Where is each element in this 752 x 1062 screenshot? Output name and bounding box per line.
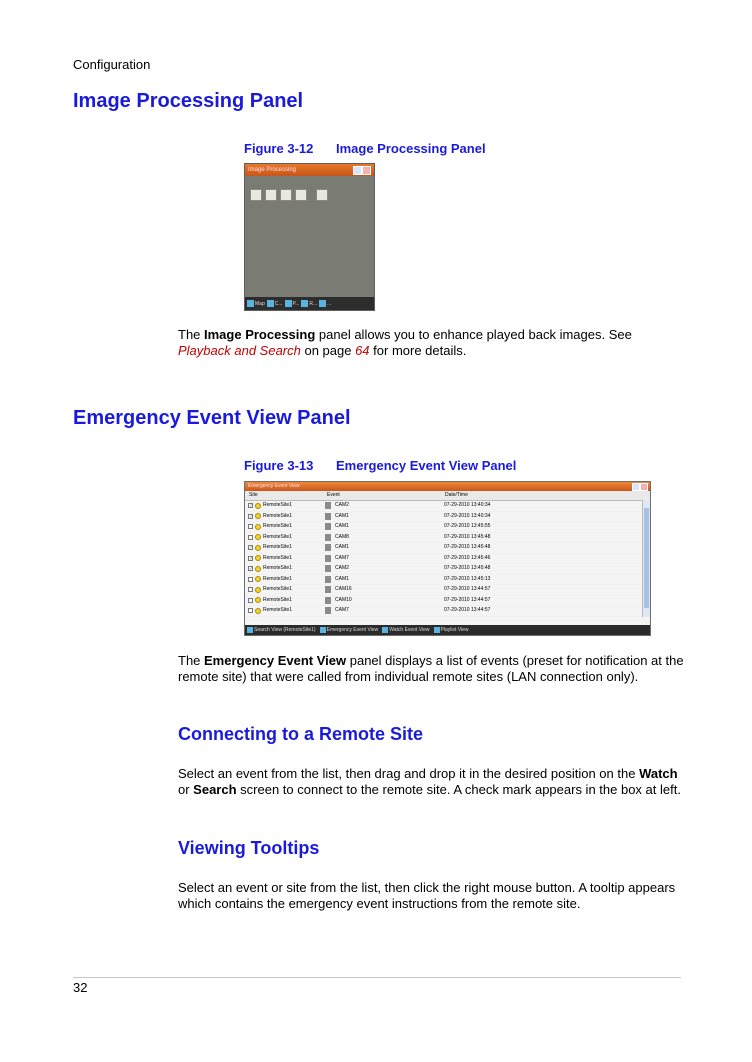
row-site: RemoteSite1 [263, 607, 292, 613]
restore-icon [353, 166, 362, 175]
table-header [245, 491, 650, 501]
event-row[interactable] [245, 585, 650, 596]
tab-icon [382, 627, 388, 633]
camera-icon [325, 597, 331, 604]
alert-icon [255, 597, 261, 603]
row-event: CAM7 [335, 554, 349, 561]
toolbar [250, 189, 328, 201]
text: panel displays a list of events (preset for notification at the remote site) that were called from individual remote sites (LAN connection only). [178, 653, 684, 684]
alert-icon [255, 503, 261, 509]
text: on page [300, 343, 356, 358]
row-event: CAM16 [335, 586, 352, 592]
event-row[interactable] [245, 512, 650, 523]
row-checkbox[interactable]: ✓ [249, 503, 254, 509]
tab-label: Watch Event View [389, 627, 430, 633]
row-event: CAM2 [335, 502, 349, 508]
image-processing-description [178, 327, 688, 359]
tab-label: ... [327, 300, 332, 307]
alert-icon [255, 608, 261, 614]
footer-rule [73, 977, 681, 978]
row-checkbox[interactable]: ✓ [249, 513, 254, 520]
cross-reference-link[interactable]: Playback and Search [178, 343, 301, 358]
alert-icon [255, 534, 261, 540]
row-datetime: 07-29-2010 13:45:55 [444, 523, 491, 529]
row-checkbox[interactable] [248, 524, 253, 529]
camera-icon [325, 544, 331, 551]
row-site: RemoteSite1 [263, 565, 292, 571]
panel-tab[interactable] [434, 627, 469, 633]
event-row[interactable] [245, 575, 650, 586]
interpolate-icon [295, 189, 307, 201]
tab-icon [434, 627, 440, 633]
page-number: 32 [73, 980, 88, 995]
row-site: RemoteSite1 [263, 596, 292, 603]
equalize-icon [280, 189, 292, 201]
row-site: RemoteSite1 [263, 533, 292, 540]
connecting-description [178, 766, 688, 798]
panel-tab[interactable] [285, 300, 300, 307]
camera-icon [325, 502, 331, 509]
panel-tab[interactable] [320, 627, 379, 633]
emergency-event-view-screenshot [244, 481, 651, 636]
tab-label: C... [274, 300, 283, 307]
image-processing-panel-screenshot [244, 163, 375, 311]
row-datetime: 07-29-2010 13:45:13 [444, 575, 491, 582]
tab-label: R... [309, 300, 318, 307]
tab-icon [319, 300, 326, 307]
tab-label: Search View (RemoteSite1) [254, 627, 316, 633]
tab-label: Map [255, 300, 265, 307]
tab-icon [247, 627, 253, 633]
subheading-connecting: Connecting to a Remote Site [178, 724, 424, 744]
row-datetime: 07-29-2010 13:40:34 [444, 512, 491, 519]
figure-number: Figure 3-12 [244, 141, 314, 156]
emergency-event-description [178, 653, 688, 685]
tab-label: Emergency Event View [326, 627, 379, 633]
tab-icon [267, 300, 274, 307]
panel-title: Image Processing [248, 167, 297, 173]
camera-icon [325, 555, 331, 562]
panel-tab[interactable] [247, 300, 265, 307]
bold-term: Search [193, 782, 237, 797]
panel-title: Emergency Event View [248, 483, 300, 489]
alert-icon [255, 587, 261, 593]
tab-label: P... [292, 300, 300, 307]
text: The [178, 327, 205, 342]
panel-tab[interactable] [382, 627, 429, 633]
row-checkbox[interactable] [248, 587, 253, 592]
tab-icon [320, 627, 326, 633]
row-checkbox[interactable]: ✓ [249, 555, 254, 562]
alert-icon [255, 576, 261, 582]
bold-term: Watch [639, 766, 678, 781]
column-event: Event [327, 492, 340, 498]
event-row[interactable] [245, 554, 650, 565]
camera-icon [325, 565, 331, 572]
tab-icon [285, 300, 292, 307]
text: or [178, 782, 194, 797]
row-datetime: 07-29-2010 13:44:57 [444, 607, 491, 613]
panel-tab[interactable] [301, 300, 317, 307]
row-event: CAM1 [335, 575, 349, 582]
row-event: CAM7 [335, 607, 349, 613]
row-event: CAM1 [335, 523, 349, 529]
row-checkbox[interactable]: ✓ [249, 545, 254, 551]
camera-icon [325, 607, 331, 614]
section-heading-image-processing: Image Processing Panel [73, 90, 304, 112]
row-event: CAM1 [335, 512, 349, 519]
page-reference-link[interactable]: 64 [355, 343, 370, 358]
text: Select an event from the list, then drag and drop it in the desired position on the [178, 766, 640, 781]
row-site: RemoteSite1 [263, 523, 292, 529]
alert-icon [255, 566, 261, 572]
scrollbar [642, 500, 650, 617]
text: The [178, 653, 205, 668]
close-icon [640, 483, 648, 491]
panel-title-bar [245, 164, 374, 176]
tab-icon [301, 300, 308, 307]
undo-icon [316, 189, 328, 201]
tab-label: Playlist View [440, 627, 469, 633]
alert-icon [255, 545, 261, 551]
figure-number: Figure 3-13 [244, 458, 314, 473]
tab-icon [247, 300, 254, 307]
event-row[interactable] [245, 606, 650, 617]
figure-title: Image Processing Panel [336, 141, 486, 156]
row-site: RemoteSite1 [263, 575, 292, 582]
scroll-thumb [644, 508, 649, 608]
event-list [245, 501, 650, 617]
panel-tab[interactable] [267, 300, 283, 307]
row-datetime: 07-29-2010 13:45:48 [444, 565, 491, 571]
row-datetime: 07-29-2010 13:45:48 [444, 533, 491, 540]
row-datetime: 07-29-2010 13:44:57 [444, 596, 491, 603]
figure-title: Emergency Event View Panel [336, 458, 517, 473]
tooltips-description: Select an event or site from the list, then click the right mouse button. A tooltip appears which contains the emergency event instructions from the remote site. [178, 880, 676, 911]
event-row[interactable] [245, 596, 650, 607]
panel-tab-bar [245, 625, 650, 635]
column-site: Site [249, 492, 258, 498]
row-event: CAM8 [335, 533, 349, 540]
event-row[interactable] [245, 522, 650, 533]
event-row[interactable] [245, 543, 650, 554]
row-site: RemoteSite1 [263, 512, 292, 519]
row-datetime: 07-29-2010 13:40:34 [444, 502, 491, 508]
camera-icon [325, 534, 331, 541]
row-checkbox[interactable] [248, 608, 253, 613]
column-datetime: Date/Time [445, 492, 468, 498]
alert-icon [255, 513, 261, 519]
sharpen-icon [250, 189, 262, 201]
running-header: Configuration [73, 57, 151, 72]
row-checkbox[interactable] [248, 598, 253, 603]
figure-caption-3-13 [244, 458, 516, 473]
row-site: RemoteSite1 [263, 544, 292, 550]
event-row[interactable] [245, 533, 650, 544]
blur-icon [265, 189, 277, 201]
text: for more details. [369, 343, 467, 358]
row-event: CAM10 [335, 596, 352, 603]
text: panel allows you to enhance played back images. See [315, 327, 632, 342]
alert-icon [255, 524, 261, 530]
row-checkbox[interactable] [248, 577, 253, 582]
panel-title-bar [245, 482, 650, 491]
row-checkbox[interactable]: ✓ [249, 566, 254, 572]
bold-term: Emergency Event View [204, 653, 347, 668]
camera-icon [325, 523, 331, 530]
restore-icon [632, 483, 640, 491]
row-event: CAM2 [335, 565, 349, 571]
panel-tab[interactable] [319, 300, 331, 307]
text: screen to connect to the remote site. A check mark appears in the box at left. [236, 782, 681, 797]
row-datetime: 07-29-2010 13:45:46 [444, 554, 491, 561]
figure-caption-3-12 [244, 141, 486, 156]
camera-icon [325, 586, 331, 593]
bold-term: Image Processing [204, 327, 316, 342]
event-row[interactable] [245, 564, 650, 575]
row-site: RemoteSite1 [263, 502, 292, 508]
row-site: RemoteSite1 [263, 586, 292, 592]
panel-tab-bar [245, 297, 374, 310]
section-heading-emergency-event-view: Emergency Event View Panel [73, 407, 351, 429]
row-datetime: 07-29-2010 13:45:48 [444, 544, 491, 550]
close-icon [362, 166, 371, 175]
row-site: RemoteSite1 [263, 554, 292, 561]
alert-icon [255, 555, 261, 561]
panel-tab[interactable] [247, 627, 316, 633]
subheading-tooltips: Viewing Tooltips [178, 838, 320, 858]
camera-icon [325, 576, 331, 583]
event-row[interactable] [245, 501, 650, 512]
camera-icon [325, 513, 331, 520]
row-datetime: 07-29-2010 13:44:57 [444, 586, 491, 592]
row-event: CAM1 [335, 544, 349, 550]
row-checkbox[interactable] [248, 535, 253, 540]
